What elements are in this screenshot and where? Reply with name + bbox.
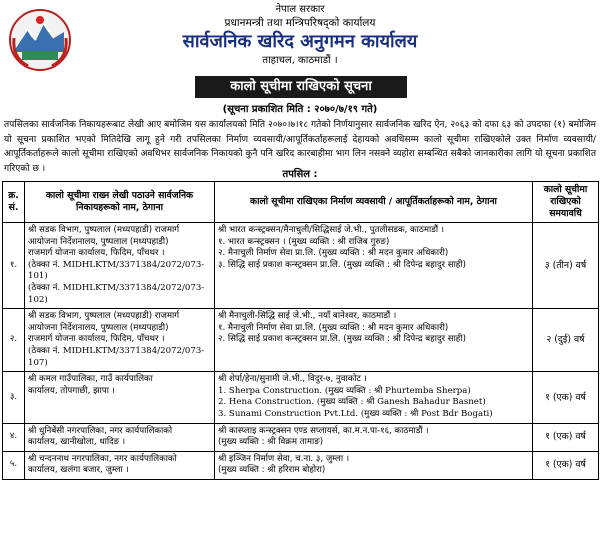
row-duration: १ (एक) वर्ष <box>533 451 599 479</box>
agency-line: राजमार्ग योजना कार्यालय, फिदिम, पाँचथर । <box>28 334 165 345</box>
agency-line: कार्यालय, खलंगा बजार, जुम्ला । <box>28 465 129 476</box>
header-duration: कालो सूचीमा राखिएको समयावधि <box>533 182 599 223</box>
firm-line: श्री मैनाचुली-सिद्धि साई जे.भी., नयाँ बानेश्वर, काठमाडौं । <box>218 311 397 322</box>
row-sn: २. <box>3 309 25 372</box>
contract-number: (ठेक्का नं. MIDHLKTM/3371384/2072/073-102) <box>28 282 205 305</box>
row-firm <box>215 372 533 423</box>
row-duration: १ (एक) वर्ष <box>533 423 599 451</box>
row-sn: १. <box>3 223 25 309</box>
firm-line: श्री भारत कन्स्ट्रक्सन/मैनाचुली/सिद्धिसाई जे.भी., पुतलीसडक, काठमाडौं । <box>218 225 445 235</box>
row-firm <box>215 223 533 309</box>
table-row <box>3 451 599 479</box>
firm-line: श्री शेर्पा/हेना/सुनामी जे.भी., विदुर-७, नुवाकोट । <box>218 374 367 385</box>
agency-line: श्री कमल गाउँपालिका, गाउँ कार्यपालिका <box>28 374 153 385</box>
contract-number: (ठेक्का नं. MIDHLKTM/3371384/2072/073-101) <box>28 259 205 282</box>
table-row <box>3 423 599 451</box>
government-name: नेपाल सरकार <box>275 4 325 15</box>
row-duration: ३ (तीन) वर्ष <box>533 223 599 309</box>
notice-paragraph: तपसिलका सार्वजनिक निकायहरूबाट लेखी आए बमोजिम यस कार्यालयको मिति २०७०।७।१८ गतेको निर्णयानुसार सार्वजनिक खरिद ऐन, २०६३ को दफा ६३ को उपदफा (१) बमोजिम यो सूचना प्रकाशित भएको मितिदेखि लागू हुने गरी तपसिलका निर्माण व्यवसायी/आपूर्तिकर्ताहरूलाई देहायको अवधिसम्म कालो सूचीमा राखिएकोले उक्त निर्माण व्यवसायी/आपूर्तिकर्ताहरूले कालो सूचीमा राखिएको अवधिभर सार्वजनिक निकायको कुनै पनि खरिद कारबाहीमा भाग लिन नसक्ने व्यहोरा सम्बन्धित सबैको जानकारीका लागि यो सूचना प्रकाशित गरिएको छ । <box>4 120 596 174</box>
row-firm <box>215 309 533 372</box>
header-firm: कालो सूचीमा राखिएका निर्माण व्यवसायी / आपूर्तिकर्ताहरूको नाम, ठेगाना <box>215 182 533 223</box>
agency-line: श्री धुनिबेंसी नगरपालिका, नगर कार्यपालिकाको <box>28 425 173 436</box>
row-sn: ३. <box>3 372 25 423</box>
firm-line: (मुख्य व्यक्ति : श्री विक्रम तामाङ) <box>218 437 324 448</box>
ministry-name: प्रधानमन्त्री तथा मन्त्रिपरिषद्को कार्यालय <box>224 17 376 29</box>
notice-title-banner: कालो सूचीमा राखिएको सूचना <box>195 76 407 98</box>
row-duration: १ (एक) वर्ष <box>533 372 599 423</box>
header-agency: कालो सूचीमा राख्न लेखी पठाउने सार्वजनिक निकायहरूको नाम, ठेगाना <box>25 182 215 223</box>
row-duration: २ (दुई) वर्ष <box>533 309 599 372</box>
row-firm <box>215 451 533 479</box>
contract-number: (ठेक्का नं. MIDHLKTM/3371384/2072/073-107) <box>28 345 205 368</box>
agency-line: श्री चन्दननाथ नगरपालिका, नगर कार्यपालिकाको <box>28 453 177 464</box>
firm-line: 3. Sunami Construction Pvt.Ltd. (मुख्य व्यक्ति : श्री Post Bdr Bogati) <box>218 408 493 419</box>
firm-line: २. सिद्धि साई प्रकाश कन्स्ट्रक्सन प्रा.लि. (मुख्य व्यक्ति : श्री दिपेन्द्र बहादुर साही) <box>218 334 466 345</box>
row-agency <box>25 451 215 479</box>
blacklist-table <box>2 181 599 480</box>
firm-line: 2. Hena Construction. (मुख्य व्यक्ति : श्री Ganesh Bahadur Basnet) <box>218 397 486 408</box>
agency-line: श्री सडक विभाग, पुष्पलाल (मध्यपहाडी) राजमार्ग <box>28 225 180 235</box>
row-agency <box>25 223 215 309</box>
firm-line: श्री कास्प्लाइ कन्स्ट्रक्सन एण्ड सप्लायर्स, का.म.न.पा-१६, काठमाडौं । <box>218 425 429 436</box>
firm-line: श्री इञ्जिन निर्माण सेवा, च.ना. ३, जुम्ला । <box>218 453 350 464</box>
agency-line: श्री सडक विभाग, पुष्पलाल (मध्यपहाडी) राजमार्ग <box>28 311 180 322</box>
row-firm <box>215 423 533 451</box>
firm-line: ३. सिद्धि साई प्रकाश कन्स्ट्रक्सन प्रा.लि. (मुख्य व्यक्ति : श्री दिपेन्द्र बहादुर साही) <box>218 259 466 270</box>
office-address: ताहाचल, काठमाडौं । <box>262 55 338 66</box>
firm-line: 1. Sherpa Construction. (मुख्य व्यक्ति : श्री Phurtemba Sherpa) <box>218 385 471 396</box>
row-sn: ५. <box>3 451 25 479</box>
firm-line: १. भारत कन्स्ट्रक्सन । (मुख्य व्यक्ति : श्री राजिब गुरुङ) <box>218 236 390 247</box>
firm-line: (मुख्य व्यक्ति : श्री हरिराम बोहोरा) <box>218 465 326 476</box>
table-row <box>3 309 599 372</box>
row-agency <box>25 423 215 451</box>
row-agency <box>25 372 215 423</box>
office-name: सार्वजनिक खरिद अनुगमन कार्यालय <box>182 31 418 52</box>
agency-line: राजमार्ग योजना कार्यालय, फिदिम, पाँचथर । <box>28 248 165 259</box>
firm-line: १. मैनाचुली निर्माण सेवा प्रा.लि. (मुख्य व्यक्ति : श्री मदन कुमार अधिकारी) <box>218 322 449 333</box>
letterhead <box>0 0 600 67</box>
agency-line: आयोजना निर्देशनालय, पुष्पलाल (मध्यपहाडी) <box>28 322 169 333</box>
agency-line: कार्यालय, तोपगाछी, झापा । <box>28 385 115 396</box>
firm-line: २. मैनाचुली निर्माण सेवा प्रा.लि. (मुख्य व्यक्ति : श्री मदन कुमार अधिकारी) <box>218 248 449 259</box>
agency-line: कार्यालय, खानीखोला, धादिङ । <box>28 437 126 448</box>
table-header-row <box>3 182 599 223</box>
publish-date: (सूचना प्रकाशित मिति : २०७०/७/१९ गते) <box>222 104 378 115</box>
header-sn: क्र. सं. <box>3 182 25 223</box>
table-row <box>3 372 599 423</box>
row-agency <box>25 309 215 372</box>
agency-line: आयोजना निर्देशनालय, पुष्पलाल (मध्यपहाडी) <box>28 236 169 247</box>
schedule-heading: तपसिल : <box>282 169 318 180</box>
table-row <box>3 223 599 309</box>
row-sn: ४. <box>3 423 25 451</box>
